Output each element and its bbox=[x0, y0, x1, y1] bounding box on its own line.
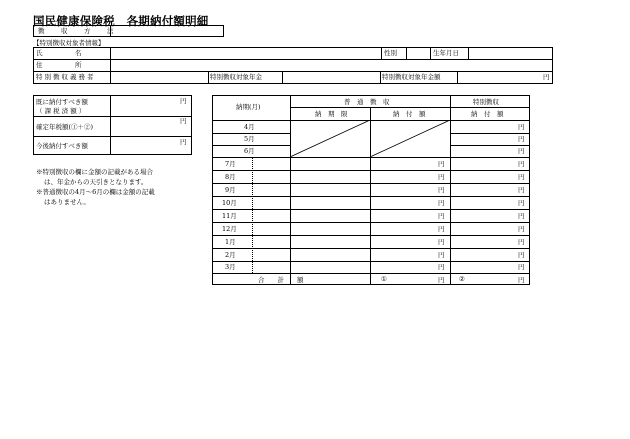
month-label: 1月 bbox=[225, 238, 236, 246]
month-label: 10月 bbox=[222, 199, 237, 207]
total-ordinary-yen: 円 bbox=[438, 276, 445, 284]
pension-amount-yen: 円 bbox=[543, 73, 550, 81]
special-section-header: 【特別徴収対象者情報】 bbox=[33, 39, 105, 47]
collection-method-label: 徴 収 方 法 bbox=[38, 27, 119, 35]
name-label: 氏 名 bbox=[36, 49, 82, 57]
period-header: 納期(月) bbox=[236, 103, 261, 111]
due-date-blank-diagonal bbox=[290, 120, 370, 157]
total-mark-2: ② bbox=[459, 275, 465, 283]
special-header: 特別徴収 bbox=[473, 98, 499, 106]
annual-label: 確定年税額(①＋②) bbox=[36, 123, 94, 131]
special-yen: 円 bbox=[518, 173, 525, 181]
total-special-yen: 円 bbox=[518, 276, 525, 284]
due-date-header: 納 期 限 bbox=[315, 110, 348, 118]
special-yen: 円 bbox=[518, 199, 525, 207]
annual-yen: 円 bbox=[180, 117, 187, 125]
special-yen: 円 bbox=[518, 238, 525, 246]
paid-label-2: （ 課 税 済 額 ） bbox=[36, 107, 86, 115]
month-label: 5月 bbox=[244, 135, 255, 143]
special-yen: 円 bbox=[518, 212, 525, 220]
month-label: 12月 bbox=[222, 225, 237, 233]
special-yen: 円 bbox=[518, 160, 525, 168]
special-yen: 円 bbox=[518, 135, 525, 143]
special-yen: 円 bbox=[518, 186, 525, 194]
payment-header: 納 付 額 bbox=[393, 110, 426, 118]
special-yen: 円 bbox=[518, 225, 525, 233]
note-2-line-2: はありません。 bbox=[44, 198, 90, 206]
month-label: 2月 bbox=[225, 251, 236, 259]
ordinary-header: 普 通 徴 収 bbox=[344, 98, 390, 106]
ordinary-yen: 円 bbox=[438, 199, 445, 207]
paid-yen: 円 bbox=[180, 97, 187, 105]
birthdate-label: 生年月日 bbox=[433, 49, 459, 57]
payment-blank-diagonal bbox=[370, 120, 450, 157]
month-label: 7月 bbox=[225, 160, 236, 168]
ordinary-yen: 円 bbox=[438, 212, 445, 220]
month-label: 9月 bbox=[225, 186, 236, 194]
page-title: 国民健康保険税 各期納付額明細 bbox=[33, 14, 209, 28]
total-label: 合 計 額 bbox=[258, 276, 304, 284]
special-yen: 円 bbox=[518, 263, 525, 271]
total-mark-1: ① bbox=[381, 275, 387, 283]
month-label: 3月 bbox=[225, 263, 236, 271]
future-yen: 円 bbox=[180, 138, 187, 146]
special-info-grid bbox=[33, 47, 553, 84]
month-label: 4月 bbox=[244, 123, 255, 131]
ordinary-yen: 円 bbox=[438, 251, 445, 259]
special-payment-header: 納 付 額 bbox=[471, 110, 504, 118]
paid-label-1: 既に納付すべき額 bbox=[36, 98, 88, 106]
special-yen: 円 bbox=[518, 147, 525, 155]
ordinary-yen: 円 bbox=[438, 238, 445, 246]
sex-label: 性別 bbox=[384, 49, 397, 57]
note-1-line-2: は、年金からの天引きとなります。 bbox=[44, 178, 148, 186]
month-label: 8月 bbox=[225, 173, 236, 181]
month-label: 6月 bbox=[244, 147, 255, 155]
month-label: 11月 bbox=[222, 212, 237, 220]
address-label: 住 所 bbox=[36, 61, 82, 69]
special-yen: 円 bbox=[518, 123, 525, 131]
obligor-label: 特別徴収義務者 bbox=[36, 73, 96, 81]
future-label: 今後納付すべき額 bbox=[36, 142, 88, 150]
ordinary-yen: 円 bbox=[438, 160, 445, 168]
ordinary-yen: 円 bbox=[438, 173, 445, 181]
ordinary-yen: 円 bbox=[438, 263, 445, 271]
note-1-line-1: ※特別徴収の欄に金額の記載がある場合 bbox=[36, 168, 153, 176]
ordinary-yen: 円 bbox=[438, 225, 445, 233]
note-2-line-1: ※普通徴収の4月～6月の欄は金額の記載 bbox=[36, 188, 155, 196]
pension-amount-label: 特別徴収対象年金額 bbox=[382, 73, 441, 81]
pension-label: 特別徴収対象年金 bbox=[210, 73, 262, 81]
ordinary-yen: 円 bbox=[438, 186, 445, 194]
special-yen: 円 bbox=[518, 251, 525, 259]
